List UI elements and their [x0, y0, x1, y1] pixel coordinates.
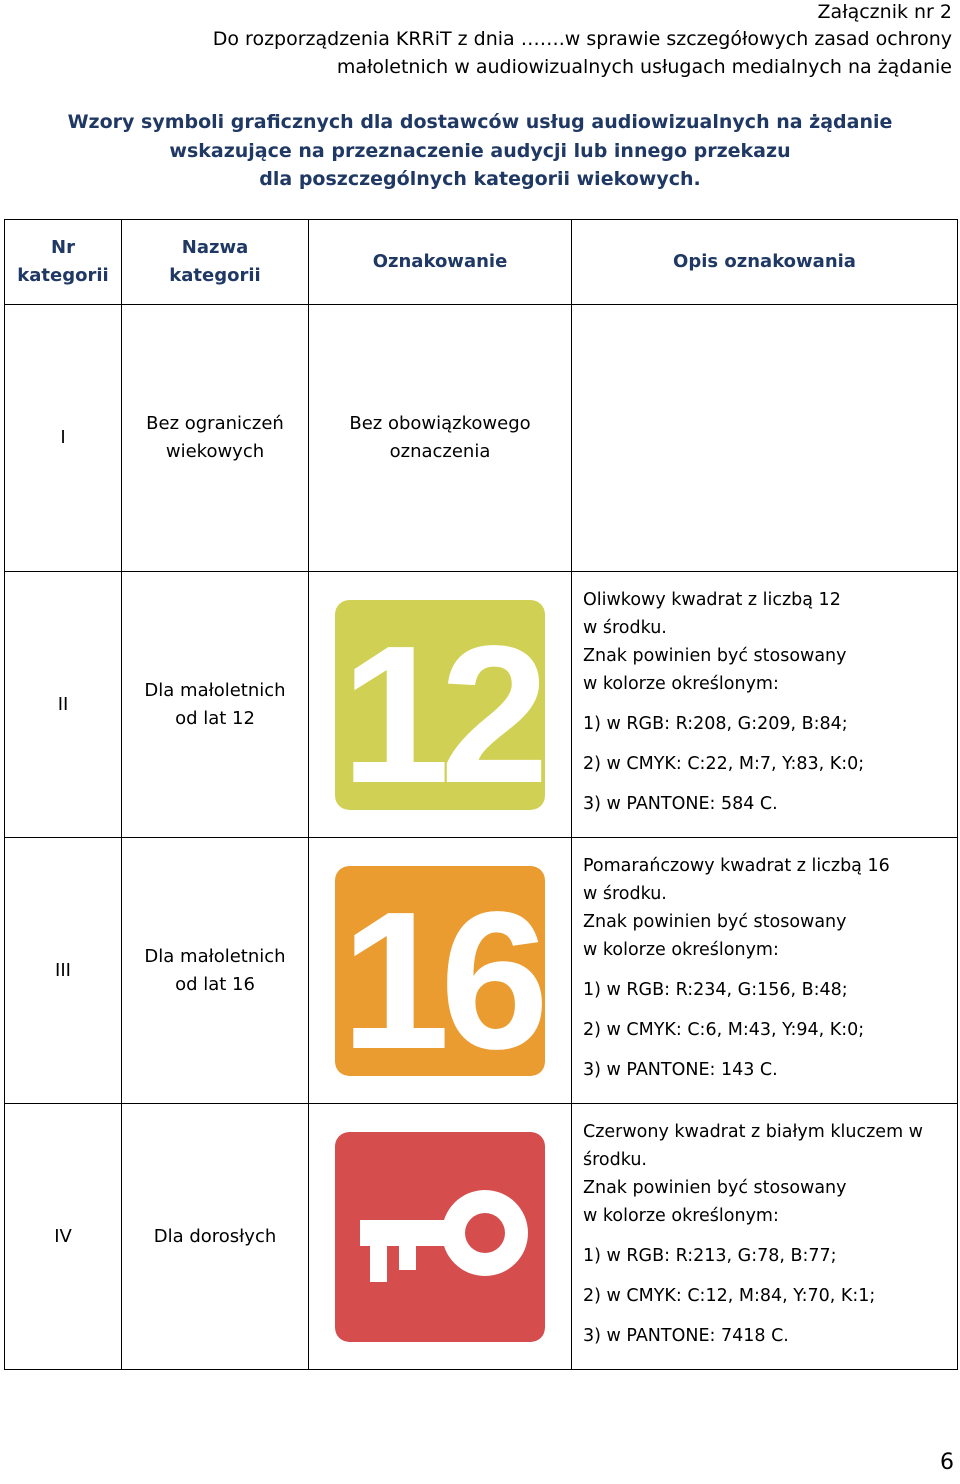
adults-symbol	[335, 1132, 545, 1342]
description-cell	[572, 1104, 958, 1370]
pantone-value: 3) w PANTONE: 584 C.	[583, 794, 778, 814]
description-line: Znak powinien być stosowany	[583, 912, 847, 932]
description-line: Pomarańczowy kwadrat z liczbą 16	[583, 856, 890, 876]
key-icon	[335, 1132, 545, 1342]
description-line: Czerwony kwadrat z białym kluczem w	[583, 1122, 923, 1142]
header-category-number	[5, 220, 122, 305]
symbol-number: 12	[340, 604, 540, 810]
category-name-line1: Dla małoletnich	[144, 945, 286, 967]
description-line: w środku.	[583, 884, 667, 904]
category-number: IV	[5, 1104, 122, 1370]
age-16-symbol	[335, 866, 545, 1076]
pantone-value: 3) w PANTONE: 143 C.	[583, 1060, 778, 1080]
description-line: Znak powinien być stosowany	[583, 1178, 847, 1198]
category-name-line2: od lat 12	[175, 707, 255, 729]
key-hole	[465, 1213, 505, 1253]
description-line: Oliwkowy kwadrat z liczbą 12	[583, 590, 841, 610]
marking-cell	[309, 305, 572, 572]
header-name-line1: Nazwa	[181, 237, 249, 258]
category-name-line2: od lat 16	[175, 973, 255, 995]
age-16-icon	[335, 866, 545, 1076]
header-category-name	[122, 220, 309, 305]
description-cell	[572, 838, 958, 1104]
table-row	[5, 305, 958, 572]
regulation-reference: Do rozporządzenia KRRiT z dnia …….w sprawie szczegółowych zasad ochrony	[212, 28, 952, 50]
document-title-line2: wskazujące na przeznaczenie audycji lub innego przekazu	[169, 140, 791, 162]
header-nr-line2: kategorii	[17, 265, 109, 286]
description-line: Znak powinien być stosowany	[583, 646, 847, 666]
marking-cell	[309, 1104, 572, 1370]
description-cell	[572, 572, 958, 838]
table-header-row	[5, 220, 958, 305]
marking-text-line1: Bez obowiązkowego	[349, 413, 531, 434]
category-number: I	[5, 305, 122, 572]
table-row	[5, 1104, 958, 1370]
document-title-line1: Wzory symboli graficznych dla dostawców usług audiowizualnych na żądanie	[67, 111, 893, 133]
table-row	[5, 572, 958, 838]
document-title-line3: dla poszczególnych kategorii wiekowych.	[259, 168, 701, 190]
category-name	[122, 572, 309, 838]
rgb-value: 1) w RGB: R:208, G:209, B:84;	[583, 714, 848, 734]
age-12-icon	[335, 600, 545, 810]
category-name	[122, 838, 309, 1104]
age-category-table	[4, 219, 958, 1370]
table-row	[5, 838, 958, 1104]
header-nr-line1: Nr	[51, 237, 75, 258]
category-name-line2: wiekowych	[165, 441, 265, 462]
category-name	[122, 305, 309, 572]
page-number: 6	[940, 1450, 954, 1475]
cmyk-value: 2) w CMYK: C:12, M:84, Y:70, K:1;	[583, 1286, 876, 1306]
marking-text-line2: oznaczenia	[389, 441, 491, 462]
description-line: w kolorze określonym:	[583, 1206, 779, 1226]
category-name-line1: Bez ograniczeń	[146, 413, 284, 434]
marking-cell	[309, 838, 572, 1104]
category-number: III	[5, 838, 122, 1104]
description-line: środku.	[583, 1150, 647, 1170]
rgb-value: 1) w RGB: R:234, G:156, B:48;	[583, 980, 848, 1000]
annex-number: Załącznik nr 2	[817, 1, 952, 23]
category-name: Dla dorosłych	[122, 1104, 309, 1370]
marking-cell	[309, 572, 572, 838]
description-line: w kolorze określonym:	[583, 674, 779, 694]
description-cell	[572, 305, 958, 572]
category-number: II	[5, 572, 122, 838]
description-line: w środku.	[583, 618, 667, 638]
cmyk-value: 2) w CMYK: C:6, M:43, Y:94, K:0;	[583, 1020, 865, 1040]
rgb-value: 1) w RGB: R:213, G:78, B:77;	[583, 1246, 837, 1266]
header-name-line2: kategorii	[169, 265, 261, 286]
regulation-reference-cont: małoletnich w audiowizualnych usługach medialnych na żądanie	[336, 56, 952, 78]
cmyk-value: 2) w CMYK: C:22, M:7, Y:83, K:0;	[583, 754, 865, 774]
age-12-symbol	[335, 600, 545, 810]
header-marking: Oznakowanie	[309, 220, 572, 305]
category-name-line1: Dla małoletnich	[144, 679, 286, 701]
header-description: Opis oznakowania	[572, 220, 958, 305]
symbol-number: 16	[340, 870, 540, 1076]
pantone-value: 3) w PANTONE: 7418 C.	[583, 1326, 789, 1346]
description-line: w kolorze określonym:	[583, 940, 779, 960]
